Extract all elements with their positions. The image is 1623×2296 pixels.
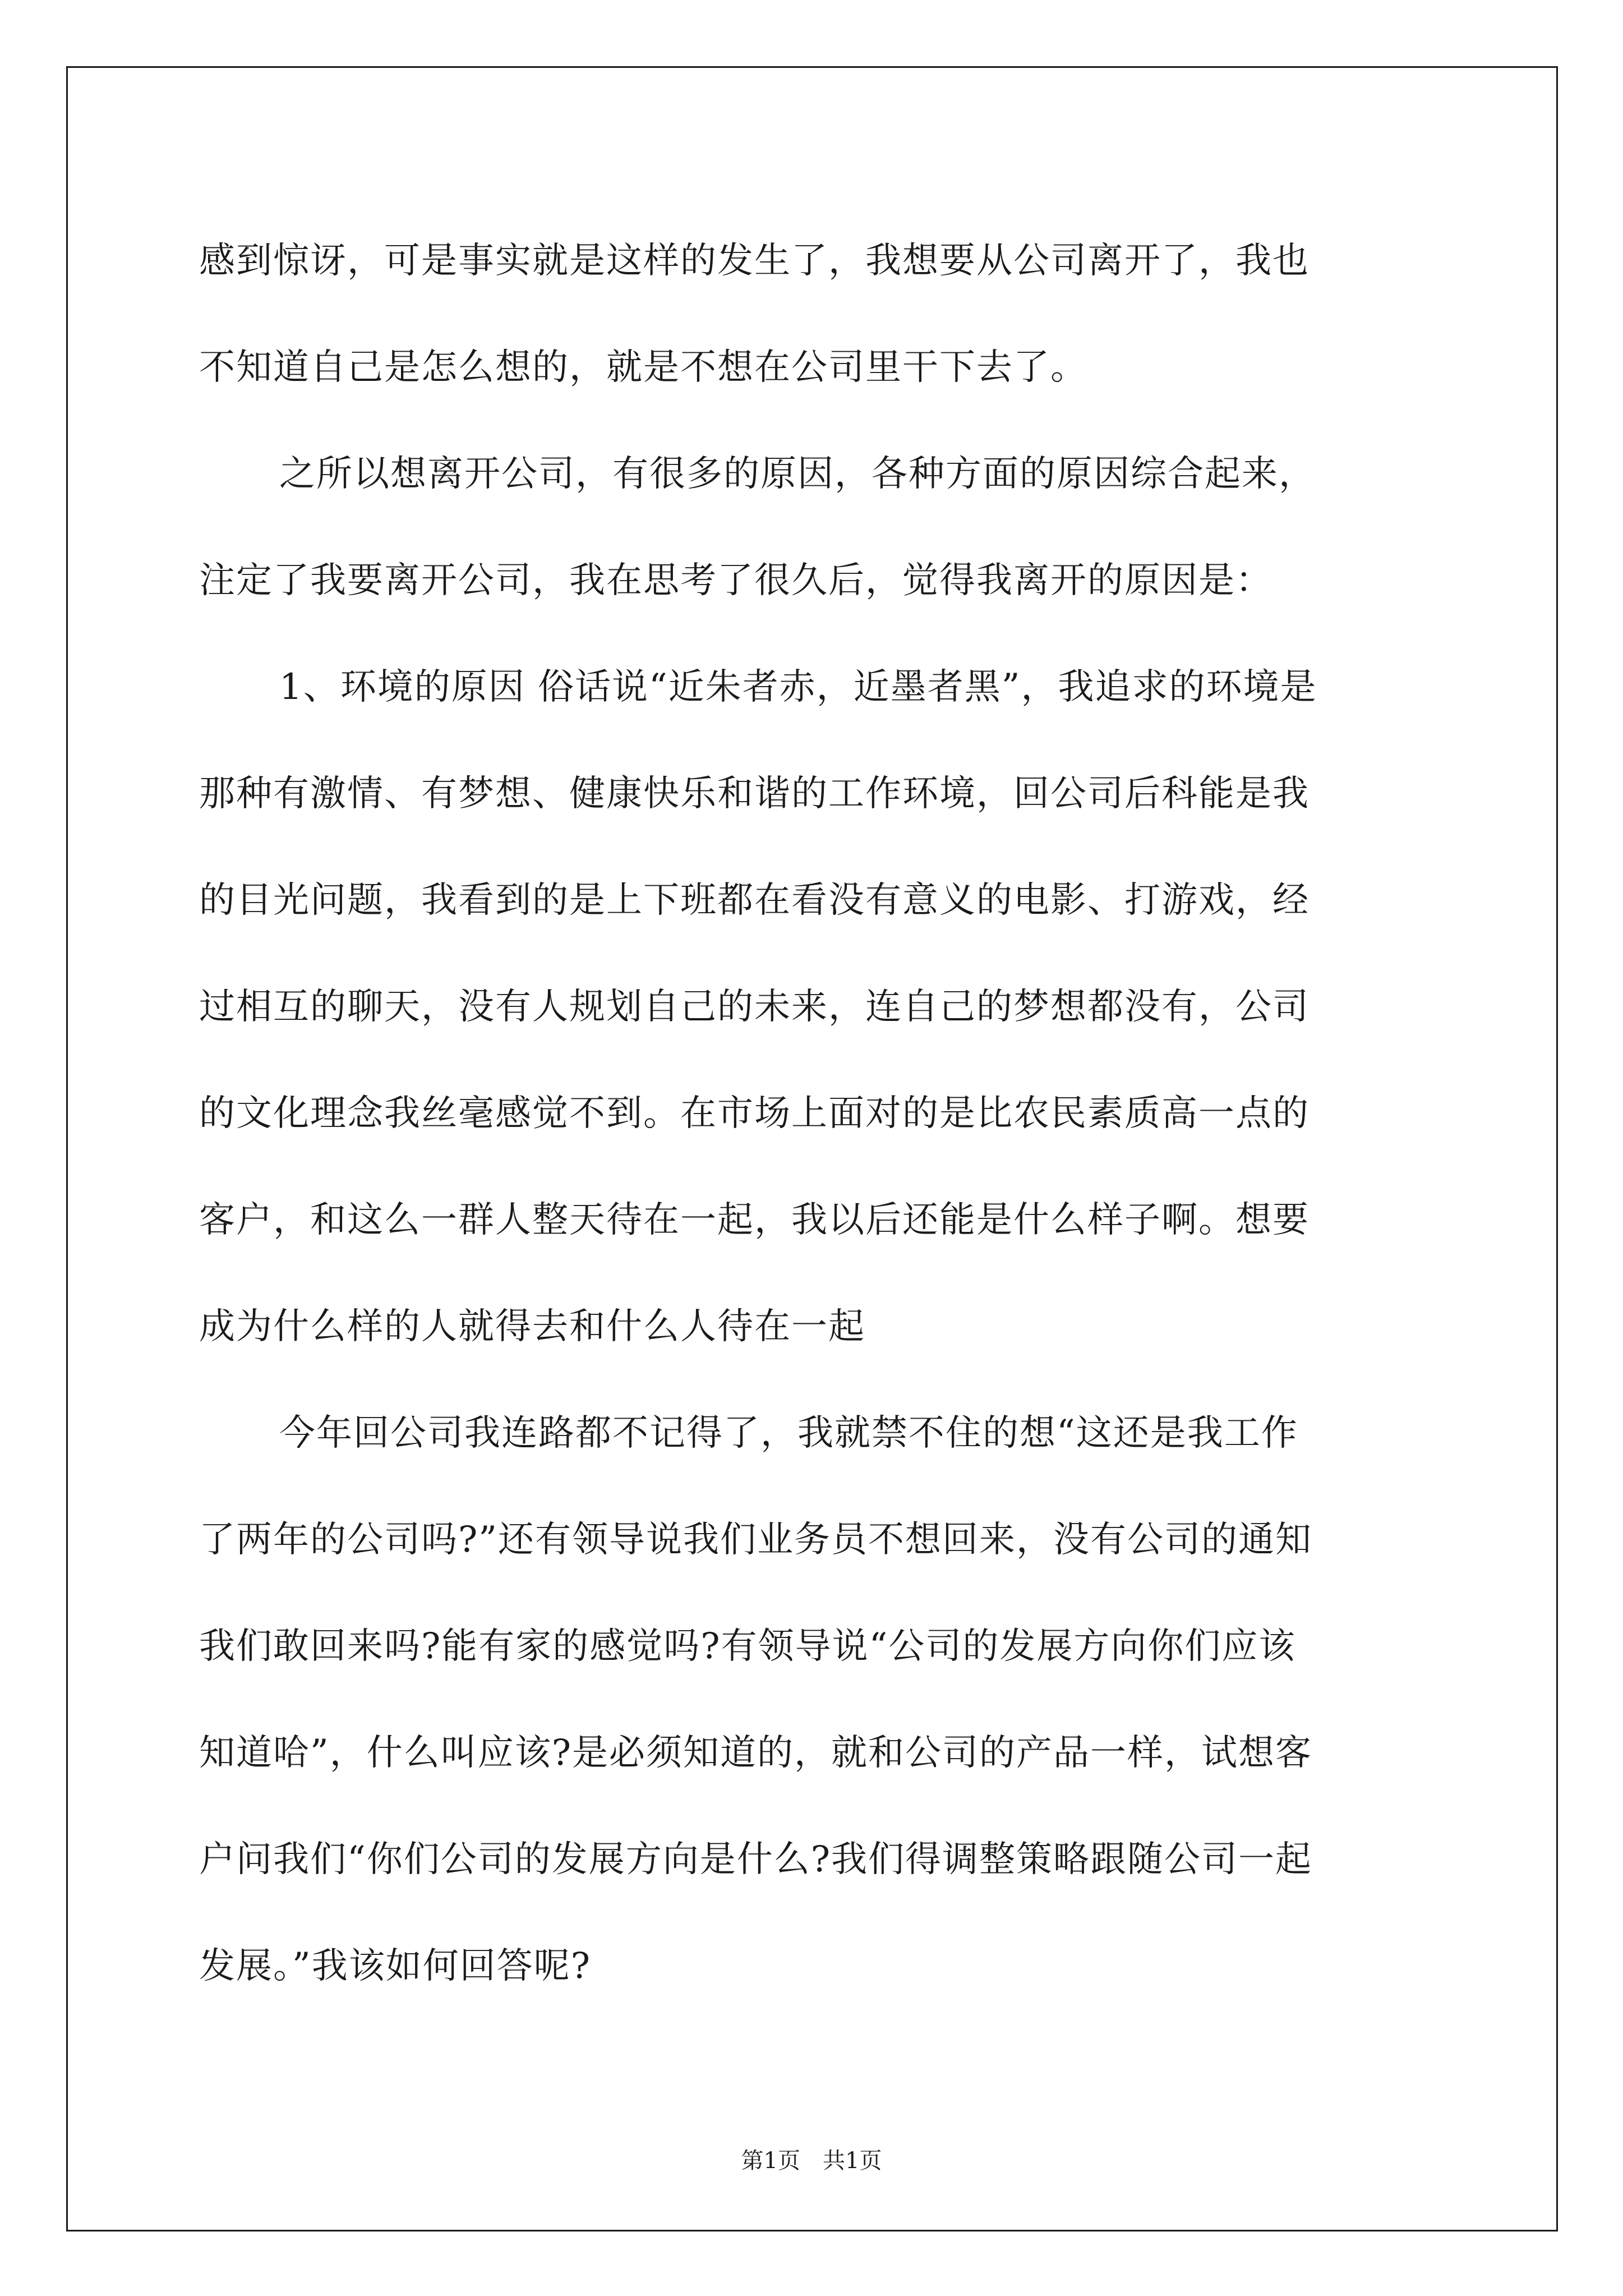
text-line: 之所以想离开公司，有很多的原因，各种方面的原因综合起来， bbox=[279, 453, 1316, 495]
text-line: 的文化理念我丝毫感觉不到。在市场上面对的是比农民素质高一点的 bbox=[199, 1093, 1310, 1134]
text-line: 感到惊讶，可是事实就是这样的发生了，我想要从公司离开了，我也 bbox=[199, 240, 1310, 282]
text-line: 发展。”我该如何回答呢? bbox=[199, 1945, 592, 1987]
document-body bbox=[199, 208, 1433, 2019]
text-line: 不知道自己是怎么想的，就是不想在公司里干下去了。 bbox=[199, 347, 1087, 388]
text-line: 户问我们“你们公司的发展方向是什么?我们得调整策略跟随公司一起 bbox=[199, 1839, 1313, 1880]
text-line: 今年回公司我连路都不记得了，我就禁不住的想“这还是我工作 bbox=[279, 1412, 1298, 1454]
page-number: 第1页 共1页 bbox=[741, 2148, 882, 2174]
text-line: 我们敢回来吗?能有家的感觉吗?有领导说“公司的发展方向你们应该 bbox=[199, 1626, 1296, 1667]
text-line: 那种有激情、有梦想、健康快乐和谐的工作环境，回公司后科能是我 bbox=[199, 773, 1310, 815]
text-line: 注定了我要离开公司，我在思考了很久后，觉得我离开的原因是： bbox=[199, 560, 1272, 601]
text-line: 1、环境的原因 俗话说“近朱者赤，近墨者黑”，我追求的环境是 bbox=[279, 666, 1317, 708]
text-line: 了两年的公司吗?”还有领导说我们业务员不想回来，没有公司的通知 bbox=[199, 1519, 1313, 1561]
text-line: 的目光问题，我看到的是上下班都在看没有意义的电影、打游戏，经 bbox=[199, 880, 1310, 921]
text-line: 知道哈”，什么叫应该?是必须知道的，就和公司的产品一样，试想客 bbox=[199, 1732, 1313, 1774]
text-line: 成为什么样的人就得去和什么人待在一起 bbox=[199, 1306, 865, 1347]
text-line: 客户，和这么一群人整天待在一起，我以后还能是什么样子啊。想要 bbox=[199, 1199, 1310, 1241]
text-line: 过相互的聊天，没有人规划自己的未来，连自己的梦想都没有，公司 bbox=[199, 986, 1310, 1028]
